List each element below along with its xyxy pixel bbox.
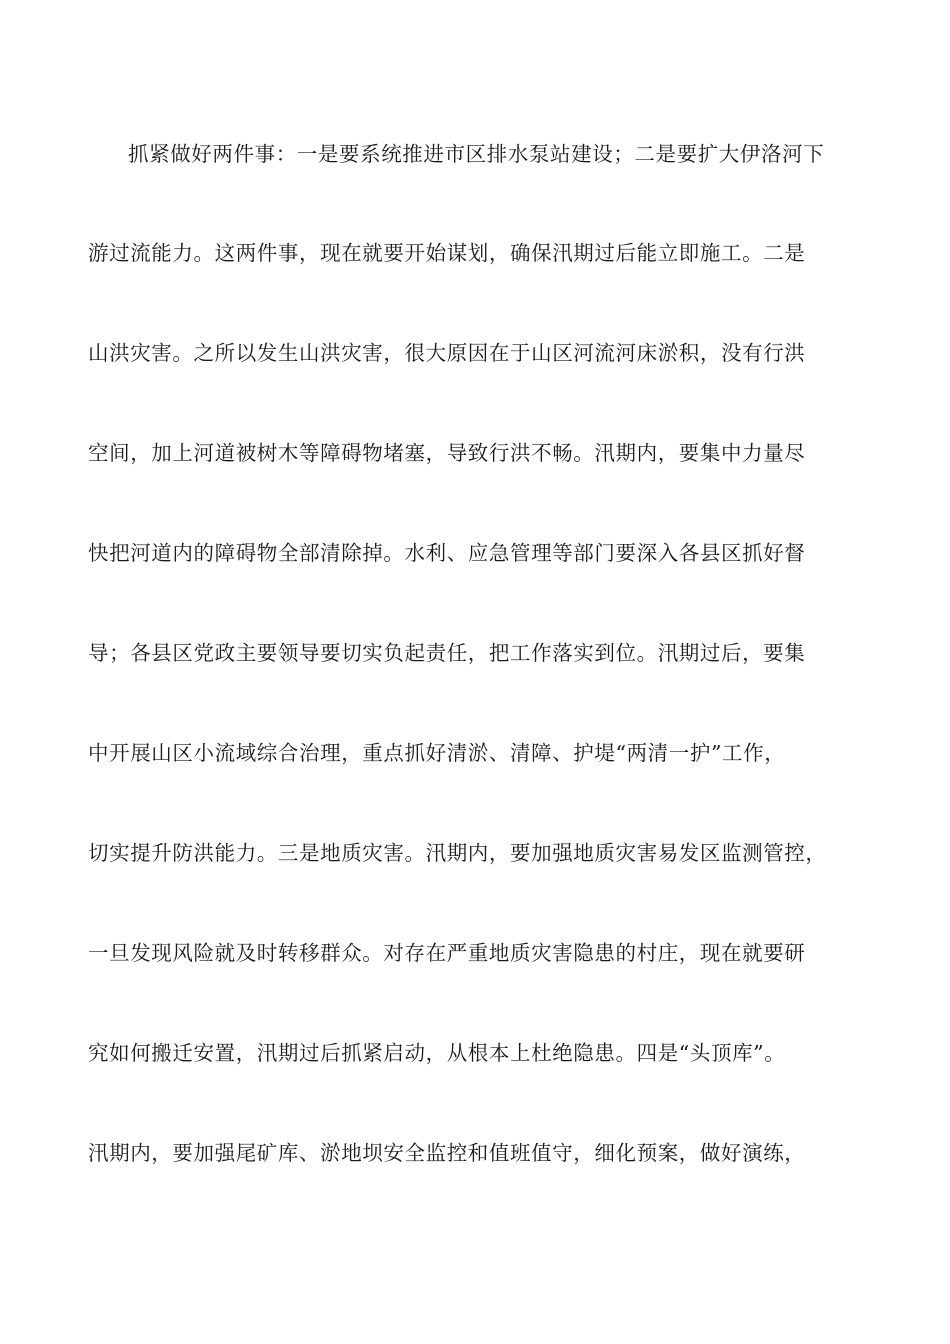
paragraph-line-3: 山洪灾害。之所以发生山洪灾害，很大原因在于山区河流河床淤积，没有行洪 <box>88 341 806 365</box>
paragraph-line-2: 游过流能力。这两件事，现在就要开始谋划，确保汛期过后能立即施工。二是 <box>88 241 806 265</box>
paragraph-line-9: 一旦发现风险就及时转移群众。对存在严重地质灾害隐患的村庄，现在就要研 <box>88 941 806 965</box>
paragraph-line-1: 抓紧做好两件事：一是要系统推进市区排水泵站建设；二是要扩大伊洛河下 <box>128 142 825 166</box>
paragraph-line-5: 快把河道内的障碍物全部清除掉。水利、应急管理等部门要深入各县区抓好督 <box>88 541 806 565</box>
paragraph-line-6: 导；各县区党政主要领导要切实负起责任，把工作落实到位。汛期过后，要集 <box>88 641 806 665</box>
paragraph-line-4: 空间，加上河道被树木等障碍物堵塞，导致行洪不畅。汛期内，要集中力量尽 <box>88 441 806 465</box>
paragraph-line-7: 中开展山区小流域综合治理，重点抓好清淤、清障、护堤“两清一护”工作， <box>88 741 786 765</box>
paragraph-line-11: 汛期内，要加强尾矿库、淤地坝安全监控和值班值守，细化预案，做好演练， <box>88 1141 806 1165</box>
paragraph-line-8: 切实提升防洪能力。三是地质灾害。汛期内，要加强地质灾害易发区监测管控， <box>88 841 827 865</box>
paragraph-line-10: 究如何搬迁安置，汛期过后抓紧启动，从根本上杜绝隐患。四是“头顶库”。 <box>88 1041 786 1065</box>
